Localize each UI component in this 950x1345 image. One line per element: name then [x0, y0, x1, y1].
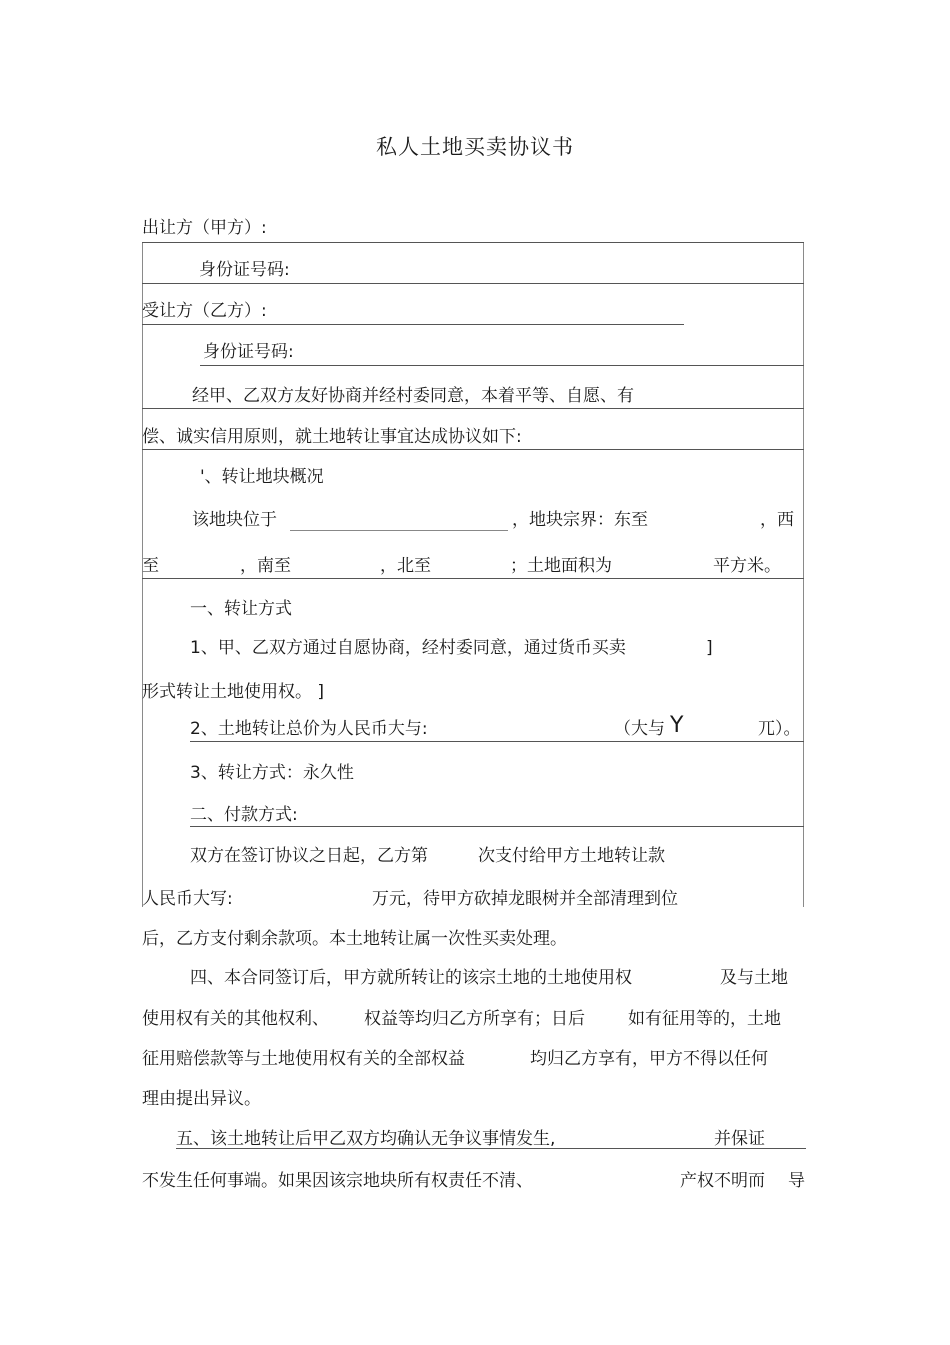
clause-5-line-2c: 导 — [788, 1171, 805, 1191]
party-a-underline — [142, 242, 804, 243]
intro-line-2: 偿、诚实信用原则，就土地转让事宜达成协议如下: — [142, 427, 522, 447]
plot-area-label: ；土地面积为 — [510, 556, 612, 576]
transfer-item-2-text: 2、土地转让总价为人民币大与: — [190, 719, 428, 739]
plot-location-label: 该地块位于 — [192, 510, 277, 530]
party-b-id-underline — [200, 365, 804, 366]
transfer-item-2-paren-open: （大与 — [614, 719, 665, 739]
plot-area-unit: 平方米。 — [713, 556, 781, 576]
plot-location-blank — [290, 530, 508, 531]
clause-4-line-2a: 使用权有关的其他权利、 — [142, 1009, 329, 1029]
transfer-item-3: 3、转让方式：永久性 — [190, 763, 354, 783]
section-payment-heading: 二、付款方式: — [190, 805, 298, 825]
yen-symbol: Y — [670, 713, 684, 738]
clause-4-line-3b: 均归乙方享有，甲方不得以任何 — [530, 1049, 768, 1069]
intro-line-1-rule — [142, 408, 804, 409]
transfer-item-1-line-1: 1、甲、乙双方通过自愿协商，经村委同意，通过货币买卖 — [190, 638, 626, 658]
payment-line-3: 后，乙方支付剩余款项。本土地转让属一次性买卖处理。 — [142, 929, 567, 949]
section-transfer-heading: 一、转让方式 — [190, 599, 292, 619]
party-b-id-label: 身份证号码: — [203, 342, 294, 362]
transfer-item-1-line-2: 形式转让土地使用权。 ] — [142, 682, 325, 702]
party-b-underline — [142, 324, 684, 325]
intro-line-1: 经甲、乙双方友好协商并经村委同意，本着平等、自愿、有 — [192, 386, 634, 406]
plot-south-label: ，南至 — [240, 556, 291, 576]
plot-west-suffix: 至 — [142, 556, 159, 576]
clause-4-line-1a: 四、本合同签订后，甲方就所转让的该宗土地的土地使用权 — [190, 968, 632, 988]
clause-4-line-1b: 及与土地 — [720, 968, 788, 988]
party-a-label: 出让方（甲方）: — [142, 218, 267, 238]
party-a-id-label: 身份证号码: — [199, 260, 290, 280]
payment-line-2a: 人民币大写: — [142, 889, 233, 909]
payment-line-1a: 双方在签订协议之日起，乙方第 — [190, 846, 428, 866]
party-b-label: 受让方（乙方）: — [142, 301, 267, 321]
clause-4-line-4: 理由提出异议。 — [142, 1089, 261, 1109]
clause-5-line-2b: 产权不明而 — [680, 1171, 765, 1191]
plot-east-label: ，地块宗界：东至 — [512, 510, 648, 530]
clause-4-line-2b: 权益等均归乙方所享有；日后 — [364, 1009, 585, 1029]
section-plot-heading: '、转让地块概况 — [200, 467, 324, 487]
plot-north-label: ，北至 — [380, 556, 431, 576]
clause-5-line-1a: 五、该土地转让后甲乙双方均确认无争议事情发生, — [176, 1129, 556, 1149]
clause-4-line-3a: 征用赔偿款等与土地使用权有关的全部权益 — [142, 1049, 465, 1069]
clause-5-line-1-rule — [176, 1148, 806, 1149]
payment-heading-rule — [190, 826, 804, 827]
intro-line-2-rule — [142, 449, 804, 450]
transfer-item-2-paren-close: 兀）。 — [758, 719, 801, 739]
plot-area-rule — [142, 578, 804, 579]
party-a-id-underline — [142, 283, 804, 284]
total-price-blank — [190, 741, 804, 742]
payment-line-1b: 次支付给甲方土地转让款 — [478, 846, 665, 866]
plot-west-label: ，西 — [760, 510, 794, 530]
document-title: 私人土地买卖协议书 — [376, 135, 574, 159]
clause-4-line-2c: 如有征用等的，土地 — [628, 1009, 781, 1029]
form-right-border — [803, 242, 804, 907]
clause-5-line-2a: 不发生任何事端。如果因该宗地块所有权责任不清、 — [142, 1171, 533, 1191]
clause-5-line-1b: 并保证 — [714, 1129, 765, 1149]
payment-line-2b: 万元，待甲方砍掉龙眼树并全部清理到位 — [372, 889, 678, 909]
transfer-item-1-bracket: ] — [706, 638, 713, 658]
